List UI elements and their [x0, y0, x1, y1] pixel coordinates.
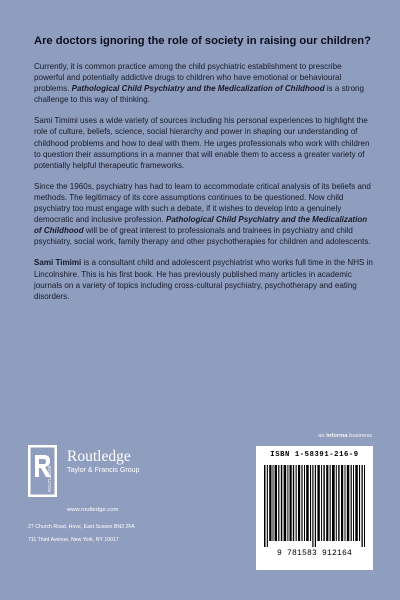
barcode-bars	[264, 465, 365, 547]
routledge-logo-icon	[28, 445, 57, 497]
paragraph-1-text-1: Currently, it is common practice among the child psychiatric establishment to prescribe powerful and potentially addictive drugs to children who have emotional or behavioural problems.	[34, 62, 342, 94]
barcode-number: 9 781583 912164	[276, 549, 352, 558]
isbn-label: ISBN 1-58391-216-9	[270, 451, 359, 459]
publisher-address-uk: 27 Church Road, Hove, East Sussex BN3 2FA	[28, 524, 135, 530]
informa-business-line	[318, 432, 372, 440]
author-name: Sami Timimi	[34, 258, 82, 268]
informa-brand: informa	[326, 433, 348, 439]
author-bio-text: is a consultant child and adolescent psychiatrist who works full time in the NHS in Lincolnshire. This is his first book. He has previously published many articles in academic journals on a variety of topics including cross-cultural psychiatry, psychotherapy and eating disorders.	[34, 258, 373, 301]
cover-headline: Are doctors ignoring the role of society in raising our children?	[34, 35, 371, 47]
paragraph-3-text-1: Since the 1960s, psychiatry has had to learn to accommodate critical analysis of its beliefs and methods. The legitimacy of its core assumptions continues to be questioned. Now child psychiatry too must engage with such a debate, if it wishes to develop into a genuinely democratic and inclusive profession.	[34, 181, 371, 225]
author-bio	[34, 257, 374, 301]
routledge-logo-svg	[28, 445, 57, 497]
publisher-name: Routledge	[67, 448, 131, 465]
publisher-group: Taylor & Francis Group	[67, 466, 140, 474]
paragraph-1	[34, 61, 374, 105]
paragraph-2-text: Sami Timimi uses a wide variety of sources including his personal experiences to highlight the role of culture, beliefs, science, social hierarchy and power in shaping our understanding of childhood problems and how to deal with them. He urges professionals who work with children to question their assumptions in a manner that will enable them to access a greater variety of potentially helpful therapeutic frameworks.	[34, 116, 370, 170]
description-body	[34, 61, 374, 312]
publisher-address-us: 711 Third Avenue, New York, NY 10017	[28, 537, 119, 543]
paragraph-1-text-2: is a strong challenge to this way of thinking.	[34, 84, 364, 105]
logo-vertical-text: ROUTLEDGE	[46, 465, 52, 492]
publisher-website: www.routledge.com	[67, 507, 119, 513]
paragraph-3	[34, 181, 374, 248]
paragraph-2	[34, 115, 374, 170]
book-title-2: Pathological Child Psychiatry and the Medicalization of Childhood	[34, 215, 368, 236]
isbn-barcode-block	[256, 446, 373, 570]
paragraph-3-text-2: will be of great interest to professionals and trainees in psychiatry and child psychiatry, social work, family therapy and other psychotherapies for children and adolescents.	[34, 226, 371, 247]
informa-suffix: business	[347, 433, 372, 439]
book-title-1: Pathological Child Psychiatry and the Medicalization of Childhood	[71, 84, 325, 94]
publisher-block	[28, 445, 218, 575]
barcode-graphic	[264, 465, 365, 547]
informa-prefix: an	[318, 433, 327, 439]
